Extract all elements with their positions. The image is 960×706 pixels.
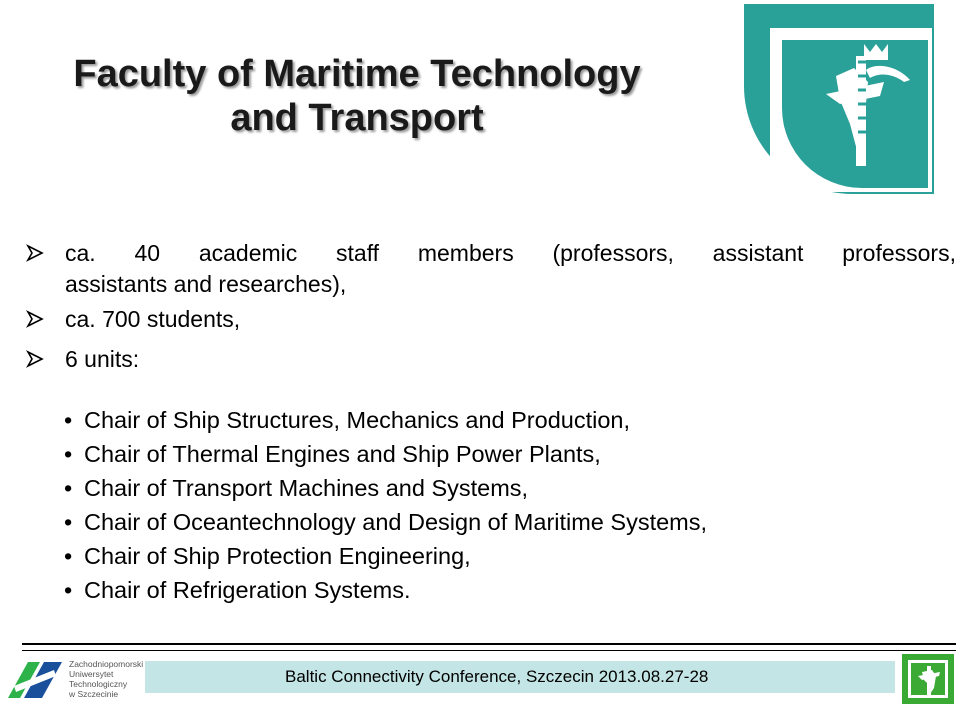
- university-name-line: Zachodniopomorski: [69, 659, 144, 669]
- list-item: [64, 471, 707, 505]
- university-name-line: Technologiczny: [69, 679, 128, 689]
- unit-label: Chair of Thermal Engines and Ship Power Plants,: [84, 441, 601, 467]
- unit-label: Chair of Oceantechnology and Design of Maritime Systems,: [84, 509, 708, 535]
- footer-text: Baltic Connectivity Conference, Szczecin 2013.08.27-28: [285, 667, 709, 686]
- arrow-bullet-icon: [26, 244, 44, 262]
- arrow-bullet-icon: [26, 350, 44, 368]
- bullet-text: 6 units:: [65, 346, 140, 372]
- title-line-1: Faculty of Maritime Technology: [73, 53, 641, 95]
- list-item: [64, 539, 707, 573]
- units-list: [64, 403, 707, 607]
- unit-label: Chair of Refrigeration Systems.: [84, 577, 411, 603]
- zut-logo-icon: [6, 656, 66, 700]
- arrow-bullet-icon: [26, 310, 44, 328]
- unit-label: Chair of Ship Protection Engineering,: [84, 543, 471, 569]
- list-item: [26, 233, 956, 273]
- list-item: [64, 437, 707, 471]
- bullet-dot-icon: •: [64, 509, 73, 535]
- bullet-text-continued: assistants and researches),: [65, 271, 347, 297]
- university-name-line: w Szczecinie: [69, 689, 119, 699]
- list-item: [64, 403, 707, 437]
- bullet-dot-icon: •: [64, 577, 73, 603]
- footer-divider-thin: [22, 650, 956, 651]
- list-item: [64, 573, 707, 607]
- bullet-dot-icon: •: [64, 407, 73, 433]
- list-item: [64, 505, 707, 539]
- faculty-logo-icon: [744, 4, 934, 196]
- bullet-list: [26, 233, 956, 379]
- list-item: [26, 299, 956, 339]
- faculty-logo-small-icon: [902, 654, 954, 704]
- title-line-2: and Transport: [230, 97, 484, 139]
- unit-label: Chair of Transport Machines and Systems,: [84, 475, 529, 501]
- bullet-text: ca. 40 academic staff members (professors, assistant professors,: [65, 240, 956, 266]
- footer-divider: [22, 643, 956, 645]
- bullet-dot-icon: •: [64, 475, 73, 501]
- bullet-text: ca. 700 students,: [65, 306, 241, 332]
- list-item: [26, 339, 956, 379]
- footer-bar: [145, 661, 895, 693]
- unit-label: Chair of Ship Structures, Mechanics and Production,: [84, 407, 630, 433]
- slide-title: [0, 52, 714, 140]
- bullet-dot-icon: •: [64, 543, 73, 569]
- university-name-line: Uniwersytet: [69, 669, 114, 679]
- bullet-dot-icon: •: [64, 441, 73, 467]
- university-name: [69, 659, 143, 699]
